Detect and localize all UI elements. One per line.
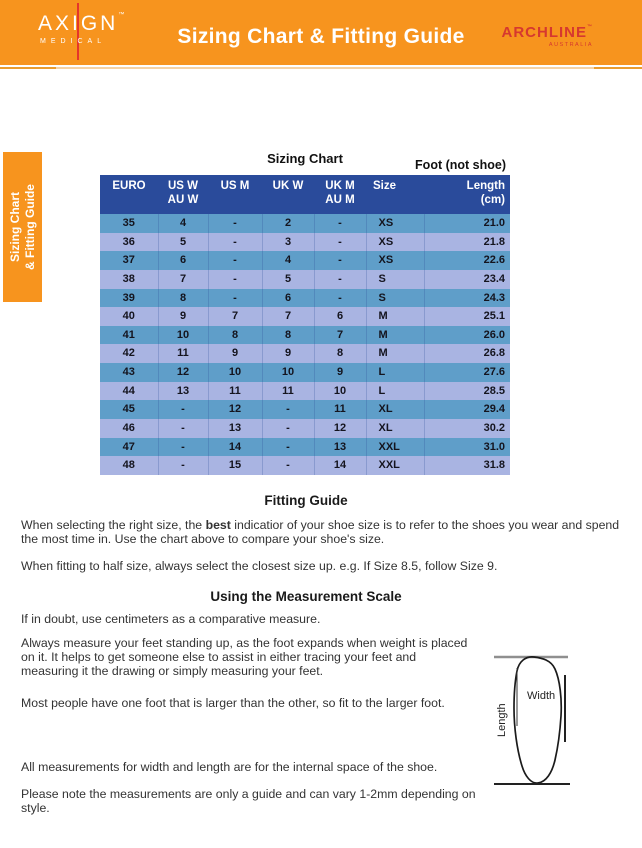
table-cell: 41 (100, 326, 158, 345)
table-cell: 42 (100, 344, 158, 363)
table-cell: 48 (100, 456, 158, 475)
width-label: Width (527, 690, 556, 702)
table-cell: 11 (262, 382, 314, 401)
table-cell: - (314, 270, 366, 289)
table-cell: 6 (314, 307, 366, 326)
table-cell: 6 (262, 289, 314, 308)
table-cell: 46 (100, 419, 158, 438)
table-cell: S (366, 289, 424, 308)
column-header-label: Size (373, 180, 397, 192)
header-band (0, 0, 642, 65)
table-cell: 15 (208, 456, 262, 475)
table-cell: - (262, 438, 314, 457)
table-cell: 44 (100, 382, 158, 401)
p1-pre: When selecting the right size, the (21, 518, 206, 532)
table-cell: 7 (158, 270, 208, 289)
table-row (100, 456, 510, 475)
table-cell: XS (366, 251, 424, 270)
table-cell: 10 (158, 326, 208, 345)
table-cell: 26.8 (483, 347, 505, 360)
table-cell: 11 (158, 344, 208, 363)
table-cell: 8 (158, 289, 208, 308)
table-cell: 12 (208, 400, 262, 419)
axign-logo-text: AXIGN (38, 12, 119, 35)
fitting-guide-paragraph-2: When fitting to half size, always select the closest size up. e.g. If Size 8.5, follow Size 9. (21, 559, 498, 573)
measurement-paragraph-1: If in doubt, use centimeters as a comparative measure. (21, 612, 321, 626)
sizing-table-wrap (100, 175, 510, 475)
table-cell: 31.8 (483, 459, 505, 472)
column-header (262, 175, 314, 214)
table-cell: S (366, 270, 424, 289)
p1-bold-best: best (205, 518, 231, 532)
table-cell: 4 (262, 251, 314, 270)
table-cell: 39 (100, 289, 158, 308)
table-row (100, 363, 510, 382)
table-row (100, 270, 510, 289)
header-rule (0, 67, 642, 69)
table-cell: 24.3 (483, 291, 505, 304)
table-cell: - (158, 456, 208, 475)
table-cell: - (158, 419, 208, 438)
foot-outline-path (514, 657, 561, 783)
table-cell: 13 (208, 419, 262, 438)
table-cell: - (158, 438, 208, 457)
table-cell: - (314, 251, 366, 270)
table-cell: 26.0 (483, 328, 505, 341)
table-cell: 38 (100, 270, 158, 289)
table-cell: 9 (314, 363, 366, 382)
axign-logo-name (38, 12, 124, 36)
table-cell: - (262, 456, 314, 475)
table-cell: 7 (262, 307, 314, 326)
column-header (208, 175, 262, 214)
archline-logo-subtext: AUSTRALIA (548, 42, 593, 48)
table-cell: 13 (158, 382, 208, 401)
fitting-guide-heading: Fitting Guide (264, 493, 348, 508)
table-cell: 9 (262, 344, 314, 363)
table-cell: 7 (314, 326, 366, 345)
archline-logo-name (502, 24, 594, 41)
archline-trademark: ™ (587, 24, 593, 30)
table-cell: 12 (158, 363, 208, 382)
table-cell: XL (366, 419, 424, 438)
table-cell: 8 (208, 326, 262, 345)
table-cell: L (366, 363, 424, 382)
table-row (100, 344, 510, 363)
table-header-row (100, 175, 510, 214)
column-header-label: UK M (325, 180, 355, 192)
table-cell: 25.1 (483, 310, 505, 323)
table-cell: 6 (158, 251, 208, 270)
table-cell: 5 (158, 233, 208, 252)
measurement-paragraph-2: Always measure your feet standing up, as the foot expands when weight is placed on it. It helps to get someone else to assist in either tracing your feet and measuring it the drawing or simply measuring your feet. (21, 636, 468, 678)
table-cell: 27.6 (483, 366, 505, 379)
table-cell: 21.8 (483, 235, 505, 248)
table-cell: - (262, 400, 314, 419)
table-cell: 45 (100, 400, 158, 419)
sizing-chart-title: Sizing Chart (267, 151, 343, 166)
table-cell: 22.6 (483, 254, 505, 267)
table-cell: L (366, 382, 424, 401)
table-cell: XXL (366, 456, 424, 475)
table-cell: 47 (100, 438, 158, 457)
column-header-label: Length (466, 180, 505, 192)
column-header (100, 175, 158, 214)
table-row (100, 233, 510, 252)
table-cell: M (366, 326, 424, 345)
table-cell: 14 (208, 438, 262, 457)
table-row (100, 419, 510, 438)
column-header-subline: AU W (167, 194, 199, 206)
table-cell: 4 (158, 214, 208, 233)
table-cell: 11 (314, 400, 366, 419)
column-header (424, 175, 510, 214)
axign-logo (38, 12, 124, 45)
table-row (100, 214, 510, 233)
measurement-scale-heading: Using the Measurement Scale (210, 589, 402, 604)
sizing-table-head (100, 175, 510, 214)
axign-trademark: ™ (118, 12, 125, 18)
measurement-paragraph-5: Please note the measurements are only a guide and can vary 1-2mm depending on style. (21, 787, 476, 815)
table-cell: 28.5 (483, 384, 505, 397)
side-tab-label (3, 152, 42, 302)
table-cell: 21.0 (483, 217, 505, 229)
table-cell: 8 (262, 326, 314, 345)
table-cell: 36 (100, 233, 158, 252)
table-cell: - (314, 214, 366, 233)
table-row (100, 289, 510, 308)
fitting-guide-paragraph-1 (21, 519, 623, 547)
table-cell: 30.2 (483, 422, 505, 435)
table-cell: 2 (262, 214, 314, 233)
page-title: Sizing Chart & Fitting Guide (177, 25, 465, 48)
table-cell: 9 (158, 307, 208, 326)
table-cell: 14 (314, 456, 366, 475)
table-row (100, 400, 510, 419)
measurement-paragraph-3: Most people have one foot that is larger than the other, so fit to the larger foot. (21, 696, 445, 710)
table-cell: XS (366, 233, 424, 252)
table-cell: - (208, 270, 262, 289)
table-cell: - (208, 289, 262, 308)
side-tab-line1: Sizing Chart (7, 192, 22, 263)
table-cell: 31.0 (483, 440, 505, 453)
foot-not-shoe-label: Foot (not shoe) (415, 158, 506, 172)
table-cell: 10 (314, 382, 366, 401)
table-cell: M (366, 344, 424, 363)
table-cell: 37 (100, 251, 158, 270)
table-cell: 10 (262, 363, 314, 382)
table-row (100, 382, 510, 401)
archline-logo (502, 24, 594, 48)
sizing-table-body (100, 214, 510, 475)
table-cell: - (208, 233, 262, 252)
table-cell: - (158, 400, 208, 419)
sizing-table (100, 175, 510, 475)
column-header-label: US W (167, 180, 199, 192)
table-cell: 10 (208, 363, 262, 382)
table-cell: 29.4 (483, 403, 505, 416)
column-header-label: EURO (112, 180, 146, 192)
table-cell: - (208, 214, 262, 233)
column-header (366, 175, 424, 214)
table-cell: 23.4 (483, 272, 505, 285)
table-cell: - (262, 419, 314, 438)
archline-logo-text: ARCHLINE (501, 24, 587, 41)
table-cell: 13 (314, 438, 366, 457)
table-cell: - (314, 289, 366, 308)
column-header-subline: AU M (325, 194, 355, 206)
side-tab-line2: & Fitting Guide (22, 184, 37, 270)
table-row (100, 251, 510, 270)
table-row (100, 307, 510, 326)
table-cell: XXL (366, 438, 424, 457)
table-cell: M (366, 307, 424, 326)
table-cell: 3 (262, 233, 314, 252)
table-cell: 11 (208, 382, 262, 401)
table-cell: 8 (314, 344, 366, 363)
table-cell: XL (366, 400, 424, 419)
table-cell: 5 (262, 270, 314, 289)
table-cell: 7 (208, 307, 262, 326)
table-cell: 12 (314, 419, 366, 438)
column-header-subline: (cm) (480, 194, 505, 206)
table-cell: 35 (100, 214, 158, 233)
column-header (158, 175, 208, 214)
p1-post: indicatior of your shoe size is to refer to the shoes you wear and spend the most time in. Use the chart above to compare your shoe's size. (21, 518, 620, 546)
table-cell: 43 (100, 363, 158, 382)
column-header (314, 175, 366, 214)
length-label: Length (496, 703, 508, 737)
column-header-label: UK W (272, 180, 304, 192)
table-cell: 9 (208, 344, 262, 363)
side-tab (3, 152, 42, 302)
table-row (100, 438, 510, 457)
column-header-label: US M (220, 180, 250, 192)
table-cell: - (208, 251, 262, 270)
table-cell: - (314, 233, 366, 252)
axign-logo-subtext: MEDICAL (40, 38, 107, 45)
table-row (100, 326, 510, 345)
table-cell: XS (366, 214, 424, 233)
measurement-paragraph-4: All measurements for width and length are for the internal space of the shoe. (21, 760, 438, 774)
table-cell: 40 (100, 307, 158, 326)
